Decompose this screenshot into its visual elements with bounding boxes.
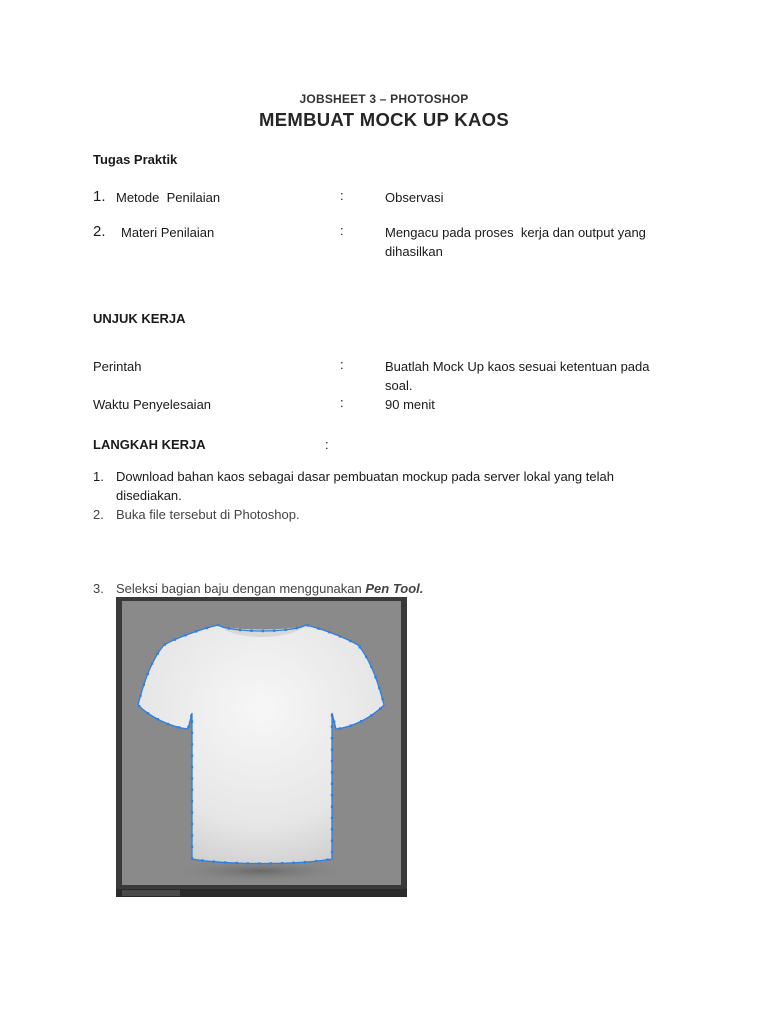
anchor-point — [262, 630, 264, 632]
anchor-point — [370, 666, 372, 668]
anchor-point — [167, 723, 169, 725]
anchor-point — [378, 687, 380, 689]
anchor-point — [350, 724, 352, 726]
anchor-point — [328, 631, 330, 633]
anchor-point — [331, 794, 333, 796]
anchor-point — [191, 732, 193, 734]
anchor-point — [331, 760, 333, 762]
pen-tool-emphasis: Pen Tool. — [365, 581, 424, 596]
langkah-heading: LANGKAH KERJA — [93, 437, 206, 452]
anchor-point — [331, 783, 333, 785]
anchor-point — [333, 721, 335, 723]
anchor-point — [138, 705, 140, 707]
anchor-point — [191, 789, 193, 791]
step-text — [116, 579, 423, 598]
anchor-point — [292, 862, 294, 864]
tugas-heading: Tugas Praktik — [93, 152, 178, 167]
anchor-point — [157, 652, 159, 654]
langkah-colon: : — [325, 437, 329, 452]
anchor-point — [206, 627, 208, 629]
waktu-colon: : — [340, 395, 344, 410]
anchor-point — [187, 726, 189, 728]
anchor-point — [201, 859, 203, 861]
step-text-plain: Seleksi bagian baju dengan menggunakan — [116, 581, 366, 596]
tugas-item-label: Metode Penilaian — [116, 190, 221, 205]
anchor-point — [191, 777, 193, 779]
tugas-item-colon: : — [340, 223, 344, 238]
perintah-colon: : — [340, 357, 344, 372]
step-text: Download bahan kaos sebagai dasar pembuatan mockup pada server lokal yang telah — [116, 469, 614, 484]
anchor-point — [296, 627, 298, 629]
tugas-item-label: Materi Penilaian — [121, 225, 215, 240]
anchor-point — [331, 737, 333, 739]
anchor-point — [157, 718, 159, 720]
anchor-point — [306, 624, 308, 626]
anchor-point — [331, 817, 333, 819]
anchor-point — [381, 698, 383, 700]
waktu-value: 90 menit — [385, 397, 435, 412]
anchor-point — [191, 766, 193, 768]
anchor-point — [331, 828, 333, 830]
anchor-point — [360, 720, 362, 722]
anchor-point — [349, 640, 351, 642]
anchor-point — [178, 726, 180, 728]
anchor-point — [191, 823, 193, 825]
anchor-point — [195, 630, 197, 632]
perintah-value-cont: soal. — [385, 378, 413, 393]
anchor-point — [331, 805, 333, 807]
waktu-label: Waktu Penyelesaian — [93, 397, 212, 412]
perintah-label: Perintah — [93, 359, 142, 374]
anchor-point — [213, 860, 215, 862]
step-text-cont: disediakan. — [116, 488, 182, 503]
unjuk-heading: UNJUK KERJA — [93, 311, 186, 326]
anchor-point — [191, 743, 193, 745]
anchor-point — [191, 834, 193, 836]
anchor-point — [359, 646, 361, 648]
anchor-point — [191, 800, 193, 802]
anchor-point — [374, 676, 376, 678]
anchor-point — [365, 655, 367, 657]
anchor-point — [331, 726, 333, 728]
anchor-point — [191, 720, 193, 722]
anchor-point — [228, 627, 230, 629]
anchor-point — [273, 630, 275, 632]
anchor-point — [250, 630, 252, 632]
anchor-point — [239, 629, 241, 631]
anchor-point — [270, 862, 272, 864]
anchor-point — [339, 635, 341, 637]
step-number: 3. — [93, 581, 104, 596]
anchor-point — [304, 861, 306, 863]
step-text: Buka file tersebut di Photoshop. — [116, 507, 300, 522]
anchor-point — [331, 748, 333, 750]
anchor-point — [331, 771, 333, 773]
tugas-item-colon: : — [340, 188, 344, 203]
anchor-point — [224, 861, 226, 863]
tugas-item-number: 1. — [93, 188, 106, 205]
tshirt-image — [122, 601, 401, 885]
canvas-scrollbar-thumb[interactable] — [122, 890, 180, 896]
anchor-point — [326, 859, 328, 861]
anchor-point — [143, 684, 145, 686]
tshirt-shape — [138, 625, 384, 864]
photoshop-screenshot — [116, 597, 407, 897]
step-number: 2. — [93, 507, 104, 522]
anchor-point — [317, 627, 319, 629]
step-number: 1. — [93, 469, 104, 484]
anchor-point — [147, 673, 149, 675]
tugas-item-value: Mengacu pada proses kerja dan output yang — [385, 225, 646, 240]
anchor-point — [191, 811, 193, 813]
anchor-point — [331, 714, 333, 716]
anchor-point — [191, 857, 193, 859]
anchor-point — [151, 662, 153, 664]
tugas-item-number: 2. — [93, 223, 106, 240]
anchor-point — [191, 755, 193, 757]
anchor-point — [331, 851, 333, 853]
tugas-item-value-cont: dihasilkan — [385, 244, 443, 259]
anchor-point — [235, 862, 237, 864]
anchor-point — [217, 624, 219, 626]
perintah-value: Buatlah Mock Up kaos sesuai ketentuan pada — [385, 359, 650, 374]
anchor-point — [281, 862, 283, 864]
anchor-point — [147, 712, 149, 714]
tugas-item-value: Observasi — [385, 190, 444, 205]
anchor-point — [247, 862, 249, 864]
anchor-point — [191, 846, 193, 848]
anchor-point — [370, 714, 372, 716]
anchor-point — [164, 643, 166, 645]
page-title: MEMBUAT MOCK UP KAOS — [259, 109, 509, 130]
anchor-point — [190, 715, 192, 717]
photoshop-canvas — [122, 601, 401, 885]
jobsheet-subtitle: JOBSHEET 3 – PHOTOSHOP — [299, 92, 469, 106]
anchor-point — [284, 629, 286, 631]
anchor-point — [379, 707, 381, 709]
anchor-point — [184, 634, 186, 636]
anchor-point — [331, 840, 333, 842]
anchor-point — [139, 694, 141, 696]
anchor-point — [339, 727, 341, 729]
anchor-point — [174, 638, 176, 640]
anchor-point — [258, 862, 260, 864]
anchor-point — [315, 860, 317, 862]
